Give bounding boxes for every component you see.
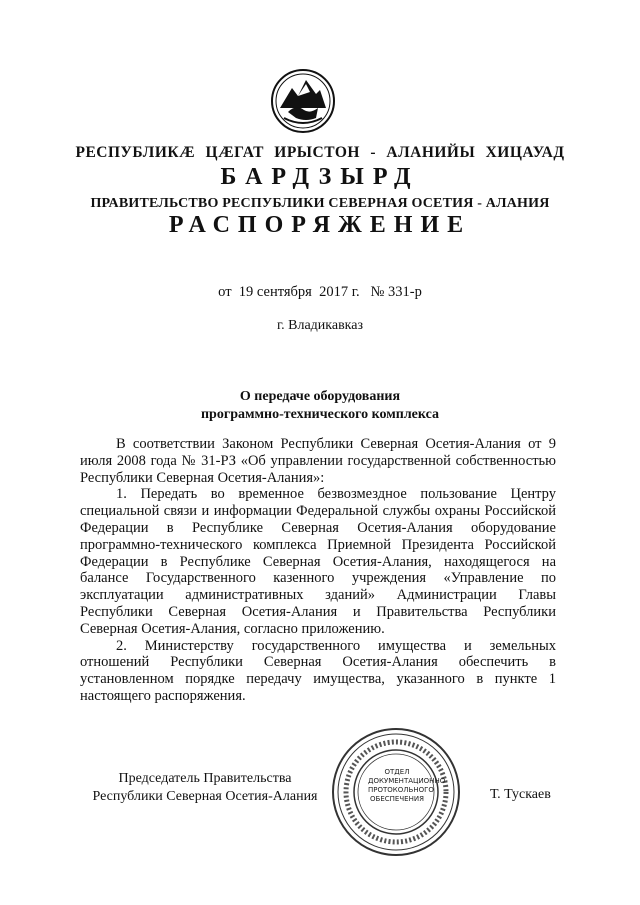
- signatory-name: Т. Тускаев: [490, 787, 551, 802]
- seal-line-4: ОБЕСПЕЧЕНИЯ: [370, 795, 424, 803]
- subject-line-1: О передаче оборудования: [239, 389, 401, 404]
- signatory-position-line-1: Председатель Правительства: [118, 771, 292, 786]
- header-republic-ossetian: РЕСПУБЛИКӔ ЦӔГАТ ИРЫСТОН - АЛАНИЙЫ ХИЦАУАД: [75, 144, 565, 161]
- document-type-title: РАСПОРЯЖЕНИЕ: [168, 212, 472, 238]
- paragraph-item-1: 1. Передать во временное безвозмездное пользование Центру специальной связи и информации Федеральной службы охраны Российской Федерации в Республике Северная Осетия-Алания оборудование программно-технического комплекса Приемной Президента Российской Федерации в Республике Северная Осетия-Алания, находящегося на балансе Государственного казенного учреждения «Управление по эксплуатации административных зданий» Администрации Главы Республики Северная Осетия-Алания и Правительства Республики Северная Осетия-Алания, согласно приложению.: [80, 486, 556, 637]
- seal-center-text: [368, 768, 448, 804]
- signatory-position: [80, 770, 330, 806]
- document-body: [80, 436, 556, 705]
- document-subject: [0, 388, 640, 424]
- paragraph-preamble: В соответствии Законом Республики Северная Осетия-Алания от 9 июля 2008 года № 31-РЗ «Об управлении государственной собственностью Республики Северная Осетия-Алания»:: [80, 436, 556, 486]
- coat-of-arms-emblem: [270, 68, 336, 134]
- seal-line-2: ДОКУМЕНТАЦИОННО-: [368, 777, 448, 785]
- seal-line-3: ПРОТОКОЛЬНОГО: [368, 786, 434, 794]
- city: г. Владикавказ: [276, 318, 364, 333]
- signatory-position-line-2: Республики Северная Осетия-Алания: [92, 789, 318, 804]
- subject-line-2: программно-технического комплекса: [200, 407, 439, 422]
- header-bardzyrd: БАРДЗЫРД: [220, 164, 420, 190]
- header-government: ПРАВИТЕЛЬСТВО РЕСПУБЛИКИ СЕВЕРНАЯ ОСЕТИЯ - АЛАНИЯ: [90, 196, 550, 211]
- paragraph-item-2: 2. Министерству государственного имущества и земельных отношений Республики Северная Осетия-Алания обеспечить в установленном порядке передачу имущества, указанного в пункте 1 настоящего распоряжения.: [80, 637, 556, 704]
- seal-line-1: ОТДЕЛ: [384, 768, 410, 776]
- date-and-number: от 19 сентября 2017 г. № 331-р: [218, 284, 422, 300]
